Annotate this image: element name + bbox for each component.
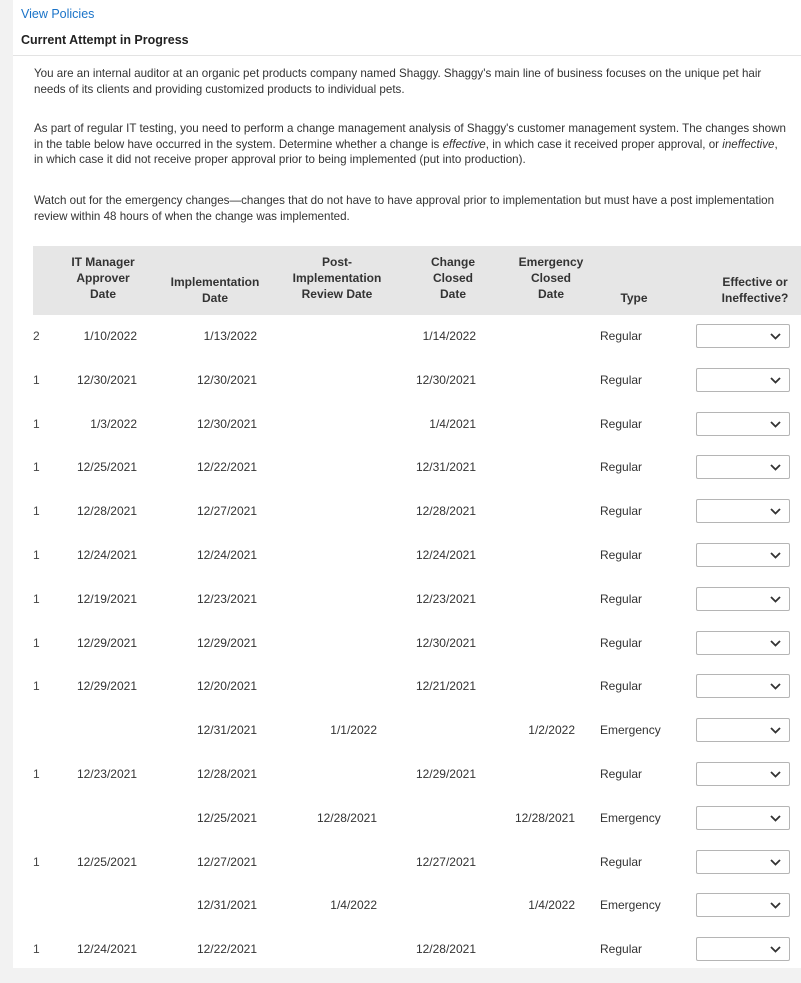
implementation-date-cell: 12/31/2021 xyxy=(196,723,257,738)
row-id-number: 1 xyxy=(33,504,40,519)
chevron-down-icon xyxy=(770,552,781,559)
table-row xyxy=(13,665,801,709)
type-cell: Regular xyxy=(600,460,643,475)
row-id-number: 1 xyxy=(33,942,40,957)
implementation-date-cell: 12/30/2021 xyxy=(196,372,257,387)
implementation-date-cell: 12/23/2021 xyxy=(196,591,257,606)
instruction-text: As part of regular IT testing, you need to perform a change management analysis of Shaggy's customer management system. The changes shown in the table below have occurred in the system. Determine whether a change is xyxy=(34,122,786,151)
row-id-number: 1 xyxy=(33,679,40,694)
change-closed-date-cell: 12/30/2021 xyxy=(415,635,476,650)
header-emergency-closed-date: Emergency Closed Date xyxy=(518,255,584,301)
table-row xyxy=(13,622,801,666)
emergency-closed-date-cell: 12/28/2021 xyxy=(514,810,575,825)
row-id-number: 1 xyxy=(33,591,40,606)
effectiveness-select[interactable] xyxy=(696,893,790,917)
table-row xyxy=(13,403,801,447)
chevron-down-icon xyxy=(770,683,781,690)
approver-date-cell: 12/19/2021 xyxy=(76,591,137,606)
chevron-down-icon xyxy=(770,421,781,428)
type-cell: Regular xyxy=(600,942,643,957)
chevron-down-icon xyxy=(770,508,781,515)
chevron-down-icon xyxy=(770,771,781,778)
post-review-date-cell: 12/28/2021 xyxy=(316,810,377,825)
table-row xyxy=(13,446,801,490)
approver-date-cell: 1/3/2022 xyxy=(90,416,137,431)
implementation-date-cell: 12/28/2021 xyxy=(196,767,257,781)
row-id-number: 1 xyxy=(33,372,40,387)
approver-date-cell: 12/28/2021 xyxy=(76,504,137,519)
effectiveness-select[interactable] xyxy=(696,368,790,392)
row-id-number: 1 xyxy=(33,416,40,431)
type-cell: Regular xyxy=(600,635,643,650)
header-type: Type xyxy=(620,291,648,305)
row-id-number: 1 xyxy=(33,460,40,475)
chevron-down-icon xyxy=(770,333,781,340)
chevron-down-icon xyxy=(770,859,781,866)
ineffective-term: ineffective xyxy=(722,137,775,151)
table-row xyxy=(13,359,801,403)
effectiveness-select[interactable] xyxy=(696,543,790,567)
header-effective-or-ineffective: Effective or Ineffective? xyxy=(721,275,789,305)
effectiveness-select[interactable] xyxy=(696,718,790,742)
chevron-down-icon xyxy=(770,902,781,909)
effectiveness-select[interactable] xyxy=(696,587,790,611)
attempt-status-title: Current Attempt in Progress xyxy=(21,33,189,47)
header-it-manager-approver-date: IT Manager Approver Date xyxy=(71,255,135,301)
approver-date-cell: 12/29/2021 xyxy=(76,679,137,694)
effectiveness-select[interactable] xyxy=(696,455,790,479)
approver-date-cell: 12/25/2021 xyxy=(76,854,137,869)
change-closed-date-cell: 12/28/2021 xyxy=(415,942,476,957)
effectiveness-select[interactable] xyxy=(696,850,790,874)
implementation-date-cell: 12/20/2021 xyxy=(196,679,257,694)
effectiveness-select[interactable] xyxy=(696,412,790,436)
implementation-date-cell: 12/24/2021 xyxy=(196,548,257,562)
effectiveness-select[interactable] xyxy=(696,762,790,786)
effectiveness-select[interactable] xyxy=(696,631,790,655)
table-row xyxy=(13,884,801,928)
change-closed-date-cell: 12/24/2021 xyxy=(415,548,476,562)
implementation-date-cell: 1/13/2022 xyxy=(203,329,257,343)
change-closed-date-cell: 12/23/2021 xyxy=(415,591,476,606)
chevron-down-icon xyxy=(770,377,781,384)
effective-term: effective xyxy=(442,137,486,151)
implementation-date-cell: 12/30/2021 xyxy=(196,416,257,431)
header-change-closed-date: Change Closed Date xyxy=(430,255,475,301)
table-row xyxy=(13,578,801,622)
type-cell: Emergency xyxy=(600,898,661,913)
header-post-implementation-review-date: Post- Implementation Review Date xyxy=(292,255,382,301)
approver-date-cell: 12/30/2021 xyxy=(76,372,137,387)
change-closed-date-cell: 12/29/2021 xyxy=(415,767,476,781)
type-cell: Regular xyxy=(600,854,643,869)
change-closed-date-cell: 1/4/2021 xyxy=(429,416,476,431)
instruction-paragraph-1: You are an internal auditor at an organic pet products company named Shaggy. Shaggy's main line of business focuses on the unique pet hair needs of its clients and providing customized products to individual pets. xyxy=(34,67,762,96)
table-row xyxy=(13,709,801,753)
chevron-down-icon xyxy=(770,727,781,734)
implementation-date-cell: 12/25/2021 xyxy=(196,810,257,825)
instruction-text: , in which case it received proper approval, or xyxy=(485,137,723,151)
approver-date-cell: 12/23/2021 xyxy=(76,767,137,781)
table-row xyxy=(13,928,801,968)
type-cell: Regular xyxy=(600,504,643,519)
view-policies-link[interactable]: View Policies xyxy=(21,7,95,21)
type-cell: Regular xyxy=(600,416,643,431)
type-cell: Regular xyxy=(600,767,643,781)
implementation-date-cell: 12/22/2021 xyxy=(196,942,257,957)
row-id-number: 1 xyxy=(33,635,40,650)
change-closed-date-cell: 12/30/2021 xyxy=(415,372,476,387)
effectiveness-select[interactable] xyxy=(696,806,790,830)
emergency-closed-date-cell: 1/4/2022 xyxy=(528,898,575,913)
type-cell: Emergency xyxy=(600,723,661,738)
row-id-number: 1 xyxy=(33,854,40,869)
table-row xyxy=(13,534,801,578)
type-cell: Emergency xyxy=(600,810,661,825)
table-row xyxy=(13,797,801,841)
instruction-paragraph-2 xyxy=(34,121,789,168)
approver-date-cell: 1/10/2022 xyxy=(83,329,137,343)
instruction-text: , in which case it did not receive proper approval prior to being implemented (put into production). xyxy=(34,137,778,166)
type-cell: Regular xyxy=(600,329,643,343)
emergency-closed-date-cell: 1/2/2022 xyxy=(528,723,575,738)
chevron-down-icon xyxy=(770,640,781,647)
chevron-down-icon xyxy=(770,464,781,471)
table-row xyxy=(13,490,801,534)
type-cell: Regular xyxy=(600,679,643,694)
change-closed-date-cell: 12/21/2021 xyxy=(415,679,476,694)
approver-date-cell: 12/24/2021 xyxy=(76,548,137,562)
effectiveness-select[interactable] xyxy=(696,324,790,348)
chevron-down-icon xyxy=(770,815,781,822)
table-row xyxy=(13,315,801,359)
implementation-date-cell: 12/27/2021 xyxy=(196,504,257,519)
header-divider xyxy=(13,55,801,56)
type-cell: Regular xyxy=(600,591,643,606)
change-closed-date-cell: 12/31/2021 xyxy=(415,460,476,475)
post-review-date-cell: 1/1/2022 xyxy=(330,723,377,738)
type-cell: Regular xyxy=(600,372,643,387)
post-review-date-cell: 1/4/2022 xyxy=(330,898,377,913)
table-row xyxy=(13,753,801,797)
effectiveness-select[interactable] xyxy=(696,674,790,698)
approver-date-cell: 12/24/2021 xyxy=(76,942,137,957)
implementation-date-cell: 12/27/2021 xyxy=(196,854,257,869)
approver-date-cell: 12/25/2021 xyxy=(76,460,137,475)
row-id-number: 1 xyxy=(33,767,40,781)
implementation-date-cell: 12/29/2021 xyxy=(196,635,257,650)
effectiveness-select[interactable] xyxy=(696,937,790,961)
effectiveness-select[interactable] xyxy=(696,499,790,523)
type-cell: Regular xyxy=(600,548,643,562)
chevron-down-icon xyxy=(770,946,781,953)
table-row xyxy=(13,841,801,885)
change-table-header xyxy=(33,246,801,315)
header-implementation-date: Implementation Date xyxy=(170,275,260,305)
question-panel xyxy=(13,0,801,968)
row-id-number: 2 xyxy=(33,329,40,343)
chevron-down-icon xyxy=(770,596,781,603)
implementation-date-cell: 12/31/2021 xyxy=(196,898,257,913)
instruction-paragraph-3: Watch out for the emergency changes—changes that do not have to have approval prior to implementation but must have a post implementation review within 48 hours of when the change was implemented. xyxy=(34,194,775,223)
change-closed-date-cell: 1/14/2022 xyxy=(422,329,476,343)
change-closed-date-cell: 12/27/2021 xyxy=(415,854,476,869)
row-id-number: 1 xyxy=(33,548,40,562)
implementation-date-cell: 12/22/2021 xyxy=(196,460,257,475)
approver-date-cell: 12/29/2021 xyxy=(76,635,137,650)
change-closed-date-cell: 12/28/2021 xyxy=(415,504,476,519)
